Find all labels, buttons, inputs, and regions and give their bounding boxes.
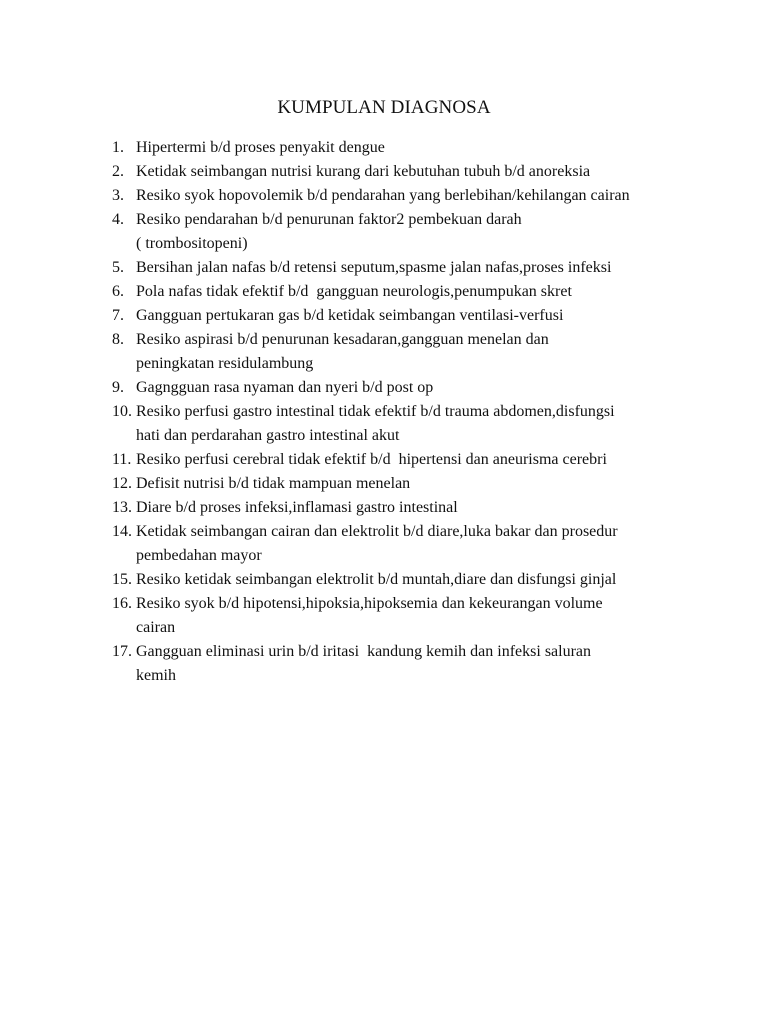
diagnosis-text-line: Resiko perfusi gastro intestinal tidak efektif b/d trauma abdomen,disfungsi bbox=[136, 403, 615, 420]
diagnosis-item bbox=[112, 496, 712, 520]
diagnosis-text-line: Gangguan pertukaran gas b/d ketidak seimbangan ventilasi-verfusi bbox=[136, 307, 564, 324]
diagnosis-text-line: kemih bbox=[136, 667, 176, 684]
diagnosis-text-line: cairan bbox=[136, 619, 176, 636]
diagnosis-number: 8. bbox=[112, 331, 124, 348]
document-title: KUMPULAN DIAGNOSA bbox=[277, 97, 491, 118]
diagnosis-number: 7. bbox=[112, 307, 124, 324]
diagnosis-item bbox=[112, 256, 712, 280]
diagnosis-text-line: Gangguan eliminasi urin b/d iritasi kandung kemih dan infeksi saluran bbox=[136, 643, 592, 660]
diagnosis-text-line: Ketidak seimbangan nutrisi kurang dari kebutuhan tubuh b/d anoreksia bbox=[136, 163, 591, 180]
diagnosis-item bbox=[112, 472, 712, 496]
diagnosis-text bbox=[136, 256, 712, 280]
diagnosis-text-line: pembedahan mayor bbox=[136, 547, 262, 564]
diagnosis-text-line: Resiko aspirasi b/d penurunan kesadaran,gangguan menelan dan bbox=[136, 331, 549, 348]
diagnosis-text-line: Pola nafas tidak efektif b/d gangguan neurologis,penumpukan skret bbox=[136, 283, 572, 300]
diagnosis-text bbox=[136, 208, 712, 256]
diagnosis-number: 13. bbox=[112, 499, 132, 516]
diagnosis-text bbox=[136, 376, 712, 400]
diagnosis-number: 10. bbox=[112, 403, 132, 420]
diagnosis-text bbox=[136, 592, 712, 640]
diagnosis-item bbox=[112, 184, 712, 208]
diagnosis-item bbox=[112, 328, 712, 376]
diagnosis-item bbox=[112, 568, 712, 592]
diagnosis-text bbox=[136, 568, 712, 592]
diagnosis-item bbox=[112, 160, 712, 184]
diagnosis-number: 3. bbox=[112, 187, 124, 204]
diagnosis-item bbox=[112, 136, 712, 160]
diagnosis-text bbox=[136, 400, 712, 448]
diagnosis-text-line: Diare b/d proses infeksi,inflamasi gastro intestinal bbox=[136, 499, 458, 516]
diagnosis-text bbox=[136, 328, 712, 376]
diagnosis-item bbox=[112, 592, 712, 640]
diagnosis-list bbox=[112, 136, 712, 688]
diagnosis-number: 6. bbox=[112, 283, 124, 300]
diagnosis-text bbox=[136, 136, 712, 160]
diagnosis-text bbox=[136, 472, 712, 496]
diagnosis-text-line: Resiko perfusi cerebral tidak efektif b/d hipertensi dan aneurisma cerebri bbox=[136, 451, 607, 468]
diagnosis-text-line: peningkatan residulambung bbox=[136, 355, 314, 372]
diagnosis-number: 12. bbox=[112, 475, 132, 492]
diagnosis-text bbox=[136, 280, 712, 304]
diagnosis-item bbox=[112, 520, 712, 568]
diagnosis-text bbox=[136, 640, 712, 688]
diagnosis-text-line: Resiko pendarahan b/d penurunan faktor2 pembekuan darah bbox=[136, 211, 522, 228]
diagnosis-text-line: Gagngguan rasa nyaman dan nyeri b/d post op bbox=[136, 379, 434, 396]
diagnosis-text bbox=[136, 496, 712, 520]
diagnosis-text-line: Bersihan jalan nafas b/d retensi seputum,spasme jalan nafas,proses infeksi bbox=[136, 259, 612, 276]
diagnosis-text-line: ( trombositopeni) bbox=[136, 235, 248, 252]
diagnosis-item bbox=[112, 448, 712, 472]
diagnosis-number: 14. bbox=[112, 523, 132, 540]
diagnosis-number: 9. bbox=[112, 379, 124, 396]
diagnosis-text-line: Resiko syok b/d hipotensi,hipoksia,hipoksemia dan kekeurangan volume bbox=[136, 595, 603, 612]
diagnosis-text bbox=[136, 184, 712, 208]
diagnosis-text bbox=[136, 304, 712, 328]
diagnosis-number: 2. bbox=[112, 163, 124, 180]
diagnosis-number: 4. bbox=[112, 211, 124, 228]
diagnosis-item bbox=[112, 376, 712, 400]
diagnosis-number: 15. bbox=[112, 571, 132, 588]
diagnosis-number: 5. bbox=[112, 259, 124, 276]
diagnosis-text-line: Hipertermi b/d proses penyakit dengue bbox=[136, 139, 385, 156]
diagnosis-item bbox=[112, 640, 712, 688]
diagnosis-item bbox=[112, 304, 712, 328]
diagnosis-text-line: Ketidak seimbangan cairan dan elektrolit b/d diare,luka bakar dan prosedur bbox=[136, 523, 618, 540]
diagnosis-number: 11. bbox=[112, 451, 132, 468]
diagnosis-text-line: Defisit nutrisi b/d tidak mampuan menelan bbox=[136, 475, 411, 492]
diagnosis-text-line: Resiko ketidak seimbangan elektrolit b/d muntah,diare dan disfungsi ginjal bbox=[136, 571, 617, 588]
diagnosis-number: 16. bbox=[112, 595, 132, 612]
diagnosis-text-line: Resiko syok hopovolemik b/d pendarahan yang berlebihan/kehilangan cairan bbox=[136, 187, 630, 204]
diagnosis-item bbox=[112, 400, 712, 448]
diagnosis-item bbox=[112, 280, 712, 304]
diagnosis-item bbox=[112, 208, 712, 256]
diagnosis-text bbox=[136, 520, 712, 568]
diagnosis-text bbox=[136, 160, 712, 184]
diagnosis-text bbox=[136, 448, 712, 472]
diagnosis-text-line: hati dan perdarahan gastro intestinal akut bbox=[136, 427, 400, 444]
diagnosis-number: 17. bbox=[112, 643, 132, 660]
diagnosis-number: 1. bbox=[112, 139, 124, 156]
